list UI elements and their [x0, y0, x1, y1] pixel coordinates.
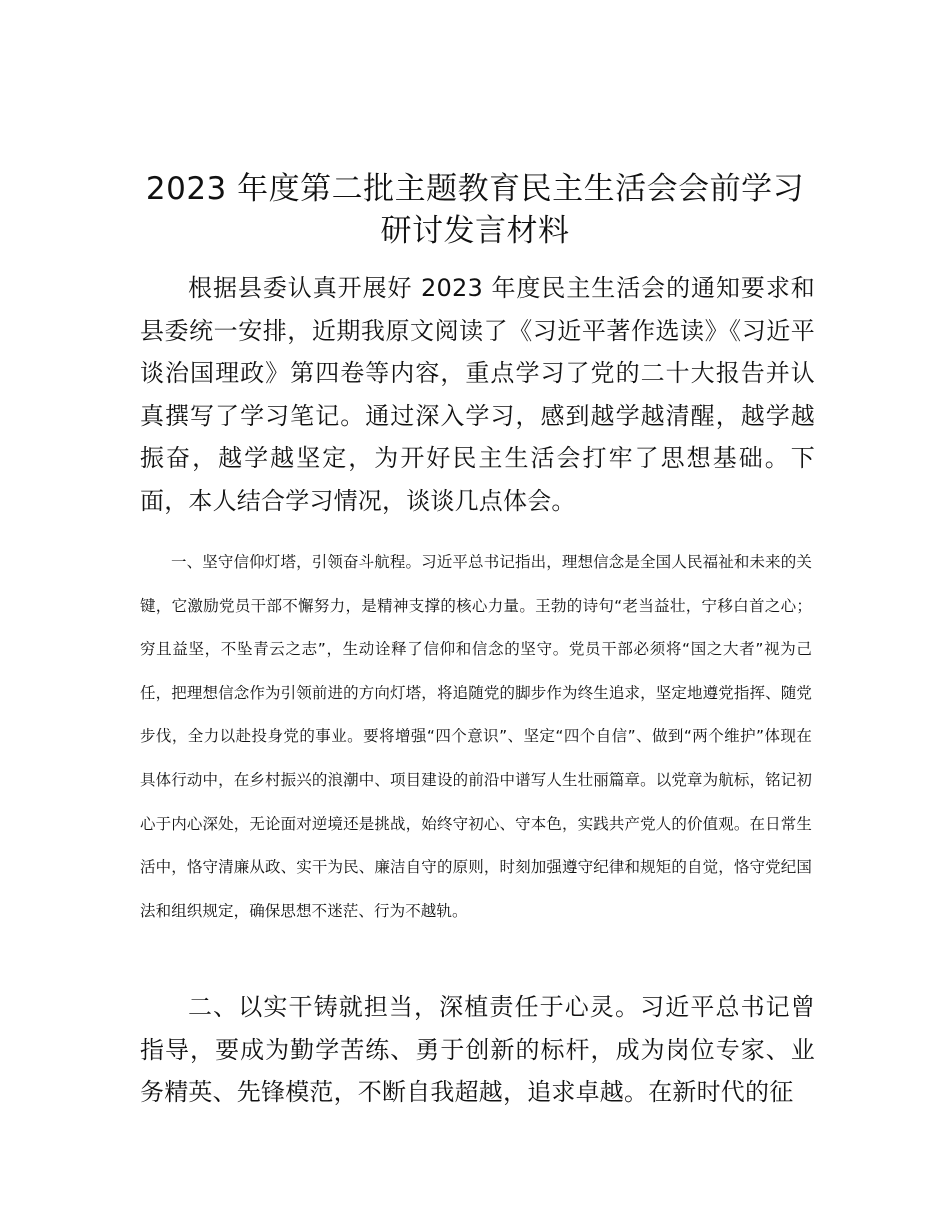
intro-paragraph: 根据县委认真开展好 2023 年度民主生活会的通知要求和县委统一安排，近期我原文阅读了《习近平著作选读》《习近平谈治国理政》第四卷等内容，重点学习了党的二十大报告并认真撰写了学习笔记。通过深入学习，感到越学越清醒，越学越振奋，越学越坚定，为开好民主生活会打牢了思想基础。下面，本人结合学习情况，谈谈几点体会。 — [140, 274, 815, 515]
document-title: 2023 年度第二批主题教育民主生活会会前学习研讨发言材料 — [145, 171, 805, 249]
section-two-paragraph: 二、以实干铸就担当，深植责任于心灵。习近平总书记曾指导，要成为勤学苦练、勇于创新的标杆，成为岗位专家、业务精英、先锋模范，不断自我超越，追求卓越。在新时代的征 — [140, 993, 815, 1106]
section-one-paragraph: 一、坚守信仰灯塔，引领奋斗航程。习近平总书记指出，理想信念是全国人民福祉和未来的关键，它激励党员干部不懈努力，是精神支撑的核心力量。王勃的诗句“老当益壮，宁移白首之心；穷且益坚，不坠青云之志”，生动诠释了信仰和信念的坚守。党员干部必须将“国之大者”视为己任，把理想信念作为引领前进的方向灯塔，将追随党的脚步作为终生追求，坚定地遵党指挥、随党步伐，全力以赴投身党的事业。要将增强“四个意识”、坚定“四个自信”、做到“两个维护”体现在具体行动中，在乡村振兴的浪潮中、项目建设的前沿中谱写人生壮丽篇章。以党章为航标，铭记初心于内心深处，无论面对逆境还是挑战，始终守初心、守本色，实践共产党人的价值观。在日常生活中，恪守清廉从政、实干为民、廉洁自守的原则，时刻加强遵守纪律和规矩的自觉，恪守党纪国法和组织规定，确保思想不迷茫、行为不越轨。 — [140, 553, 812, 920]
